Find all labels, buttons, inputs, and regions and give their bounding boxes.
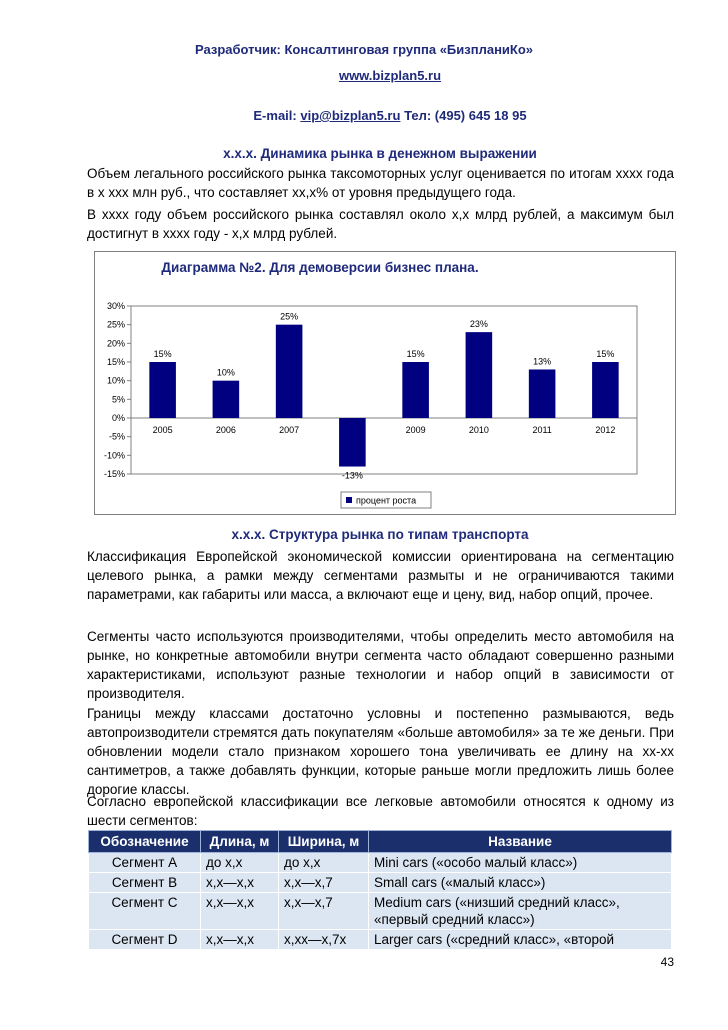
y-tick-label: 5% <box>111 394 125 405</box>
table-cell: х,х—х,7 <box>279 873 369 893</box>
paragraph: Границы между классами достаточно условны и постепенно размываются, ведь автопроизводители стремятся дать покупателям «больше автомобиля» за те же деньги. При обновлении модели стало признаком хорошего тона увеличивать ее длину на хх-хх сантиметров, а также добавлять функции, которые раньше могли предложить лишь более дорогие классы. <box>87 706 674 797</box>
table-cell: Medium cars («низший средний класс», «первый средний класс») <box>369 893 672 930</box>
bar <box>592 362 619 418</box>
table-cell: Larger cars («средний класс», «второй <box>369 930 672 950</box>
section-title-dynamics: х.х.х. Динамика рынка в денежном выражении <box>223 146 537 161</box>
y-tick-label: 15% <box>106 357 125 367</box>
bar <box>339 418 366 467</box>
y-tick-label: 30% <box>106 301 125 311</box>
phone-text: Тел: (495) 645 18 95 <box>404 108 527 123</box>
data-label: -13% <box>341 470 363 481</box>
paragraph: В хххх году объем российского рынка составлял около х,х млрд рублей, а максимум был достигнут в хххх году - х,х млрд рублей. <box>87 207 674 241</box>
developer-line: Разработчик: Консалтинговая группа «БизпланиКо» <box>194 42 534 57</box>
table-header-row <box>89 831 672 853</box>
contact-line <box>26 108 728 123</box>
segments-table <box>88 830 672 950</box>
y-tick-label: -5% <box>108 431 125 442</box>
website-line <box>26 68 728 83</box>
data-label: 15% <box>406 349 425 359</box>
y-tick-label: -10% <box>103 450 125 461</box>
column-header: Ширина, м <box>279 831 369 853</box>
plot-area <box>131 306 637 474</box>
email-label: E-mail: <box>253 108 297 123</box>
data-label: 25% <box>280 311 299 322</box>
page-number: 43 <box>660 955 674 969</box>
table-cell: до х,х <box>279 853 369 873</box>
paragraph: Объем легального российского рынка таксомоторных услуг оценивается по итогам хххх года в х ххх млн руб., что составляет хх,х% от уровня предыдущего года. <box>87 166 674 200</box>
data-label: 23% <box>469 319 488 330</box>
data-label: 13% <box>533 356 552 367</box>
table-cell: х,х—х,х <box>201 930 279 950</box>
category-label: 2007 <box>279 425 300 435</box>
bar <box>276 325 303 418</box>
table-row <box>89 893 672 930</box>
bar <box>466 332 493 418</box>
table-row <box>89 873 672 893</box>
category-label: 2012 <box>595 425 616 435</box>
paragraph: Классификация Европейской экономической комиссии ориентирована на сегментацию целевого рынка, а рамки между сегментами размыты и не ограничиваются такими параметрами, как габариты или масса, а включают еще и цену, вид, набор опций, прочее. <box>87 549 674 602</box>
table-cell: Сегмент D <box>89 930 201 950</box>
bar <box>149 362 176 418</box>
chart-title: Диаграмма №2. Для демоверсии бизнес плана. <box>161 260 479 275</box>
column-header: Обозначение <box>89 831 201 853</box>
legend-label: процент роста <box>356 495 417 506</box>
bar-chart <box>95 252 675 514</box>
legend-swatch <box>346 497 352 503</box>
email-link[interactable]: vip@bizplan5.ru <box>300 108 401 123</box>
bar <box>213 381 240 418</box>
table-cell: Mini cars («особо малый класс») <box>369 853 672 873</box>
y-tick-label: -15% <box>103 469 125 479</box>
category-label: 2010 <box>468 425 489 435</box>
table-cell: х,х—х,7 <box>279 893 369 930</box>
table-cell: Сегмент B <box>89 873 201 893</box>
data-label: 10% <box>216 367 235 378</box>
bar <box>402 362 429 418</box>
data-label: 15% <box>596 349 615 359</box>
table-cell: Small cars («малый класс») <box>369 873 672 893</box>
website-link[interactable]: www.bizplan5.ru <box>338 68 442 83</box>
y-tick-label: 0% <box>111 413 125 423</box>
column-header: Название <box>369 831 672 853</box>
table-cell: до х,х <box>201 853 279 873</box>
category-label: 2009 <box>405 425 426 435</box>
table-cell: х,х—х,х <box>201 893 279 930</box>
table-row <box>89 930 672 950</box>
bar <box>529 369 556 418</box>
chart-container <box>94 251 676 515</box>
category-label: 2006 <box>215 425 236 435</box>
paragraph: Сегменты часто используются производителями, чтобы определить место автомобиля на рынке, но конкретные автомобили внутри сегмента часто обладают совершенно разными характеристиками, используют разные технологии и набор опций в зависимости от производителя. <box>87 629 674 701</box>
table-cell: х,х—х,х <box>201 873 279 893</box>
column-header: Длина, м <box>201 831 279 853</box>
table-cell: Сегмент A <box>89 853 201 873</box>
y-tick-label: 25% <box>106 319 125 330</box>
category-label: 2005 <box>152 425 173 435</box>
y-tick-label: 20% <box>106 338 125 349</box>
section-title-structure: х.х.х. Структура рынка по типам транспорта <box>231 527 529 542</box>
table-cell: Сегмент C <box>89 893 201 930</box>
paragraph: Согласно европейской классификации все легковые автомобили относятся к одному из шести сегментов: <box>87 794 674 828</box>
table-row <box>89 853 672 873</box>
table-cell: х,хх—х,7х <box>279 930 369 950</box>
y-tick-label: 10% <box>106 375 125 386</box>
category-label: 2011 <box>532 425 552 435</box>
data-label: 15% <box>153 349 172 359</box>
